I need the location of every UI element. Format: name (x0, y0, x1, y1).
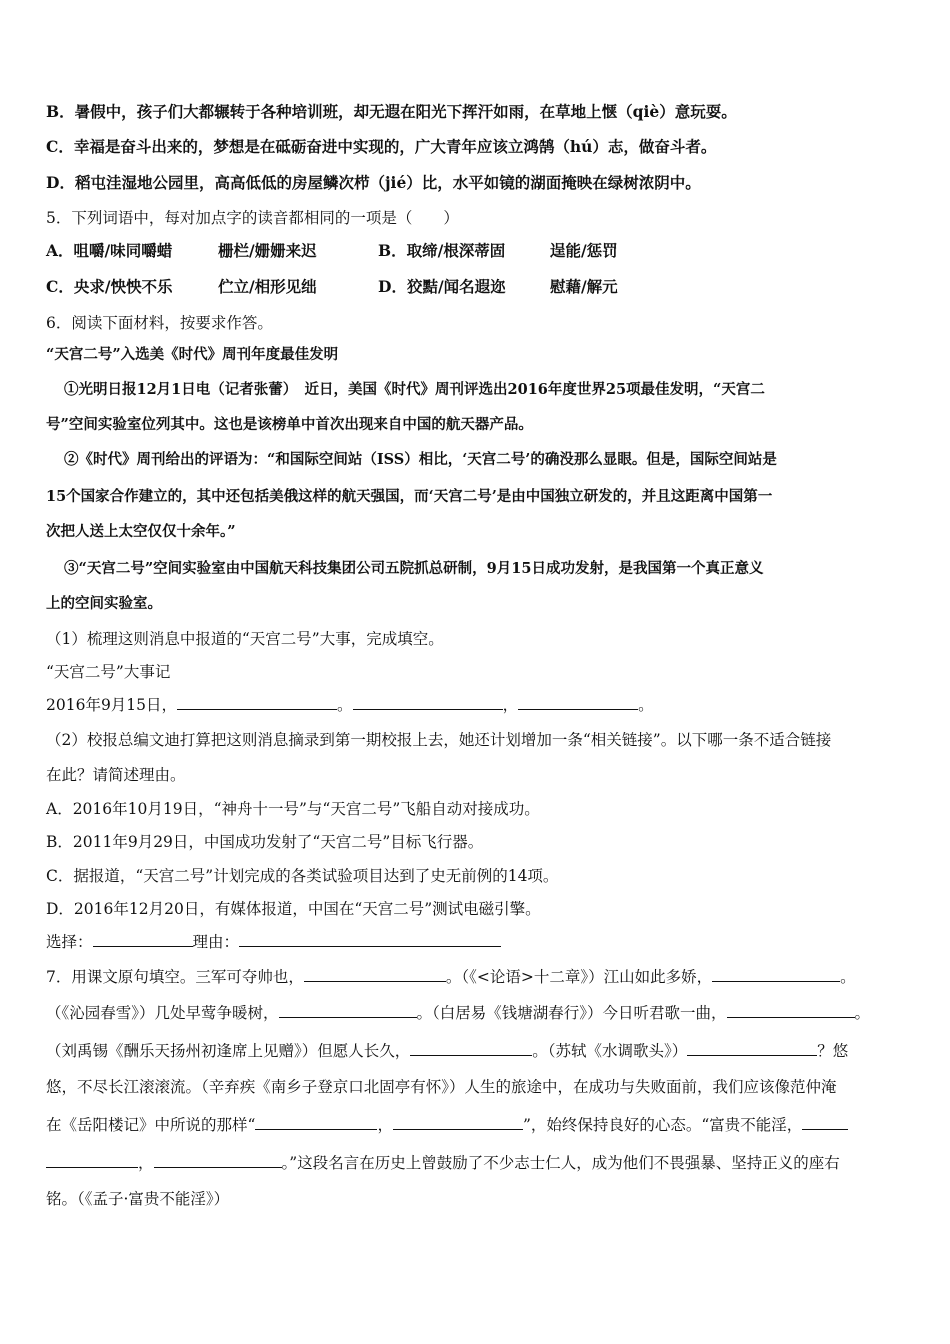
q6-stem: 6．阅读下面材料，按要求作答。 (46, 314, 273, 332)
q7-blank-10[interactable] (154, 1152, 282, 1168)
q7-line7: 铭。（《孟子·富贵不能淫》） (46, 1190, 230, 1208)
q7-line4: 悠，不尽长江滚滚流。（辛弃疾《南乡子登京口北固亭有怀》）人生的旅途中，在成功与失败面前，我们应该像范仲淹 (46, 1078, 837, 1096)
q5-option-c1: C．央求/怏怏不乐 (46, 277, 173, 296)
q6-link-option-a: A．2016年10月19日，“神舟十一号”与“天宫二号”飞船自动对接成功。 (46, 800, 540, 818)
q7-blank-9a[interactable] (802, 1114, 848, 1130)
q7-blank-7[interactable] (255, 1114, 377, 1130)
q6-record-blank-3[interactable] (518, 694, 638, 710)
q5-option-d2: 慰藉/解元 (550, 277, 618, 296)
q6-para2-line1: ②《时代》周刊给出的评语为：“和国际空间站（ISS）相比，‘天宫二号’的确没那么显眼。但是，国际空间站是 (64, 451, 777, 468)
q6-para1-line2: 号”空间实验室位列其中。这也是该榜单中首次出现来自中国的航天器产品。 (46, 416, 533, 433)
q6-para2-line2: 15个国家合作建立的，其中还包括美俄这样的航天强国，而‘天宫二号’是由中国独立研发的，并且这距离中国第一 (46, 488, 773, 505)
q5-row-cd (46, 276, 618, 298)
q7-blank-3[interactable] (279, 1002, 417, 1018)
q6-choice-blank[interactable] (93, 931, 193, 947)
q7-blank-2[interactable] (712, 966, 840, 982)
q7-blank-6[interactable] (687, 1040, 817, 1056)
q6-choice-label: 选择： (46, 933, 93, 951)
q6-para3-line2: 上的空间实验室。 (46, 595, 162, 612)
q7-line6: ， 。”这段名言在历史上曾鼓励了不少志士仁人，成为他们不畏强暴、坚持正义的座右 (46, 1152, 840, 1174)
q6-reason-blank[interactable] (239, 931, 501, 947)
q5-option-a2: 栅栏/姗姗来迟 (218, 241, 317, 260)
q6-para2-line3: 次把人送上太空仅仅十余年。” (46, 523, 236, 540)
q6-para3-line1: ③“天宫二号”空间实验室由中国航天科技集团公司五院抓总研制，9月15日成功发射，是我国第一个真正意义 (64, 560, 764, 577)
q6-record-blank-1[interactable] (177, 694, 337, 710)
q6-answer-line (46, 931, 501, 953)
q5-option-b1: B．取缔/根深蒂固 (378, 241, 506, 260)
q6-sub1: （1）梳理这则消息中报道的“天宫二号”大事，完成填空。 (46, 630, 444, 648)
q7-blank-9b[interactable] (46, 1152, 138, 1168)
q5-row-ab (46, 240, 618, 262)
q4-option-c: C．幸福是奋斗出来的，梦想是在砥砺奋进中实现的，广大青年应该立鸿鹄（hú）志，做奋斗者。 (46, 137, 717, 156)
q6-record-blank-2[interactable] (353, 694, 503, 710)
q6-record-date: 2016年9月15日， (46, 696, 178, 714)
q6-record-line: 2016年9月15日， 。 ， 。 (46, 696, 654, 714)
q5-stem: 5．下列词语中，每对加点字的读音都相同的一项是（ ） (46, 209, 459, 227)
q7-blank-1[interactable] (304, 966, 446, 982)
q7-blank-5[interactable] (410, 1040, 532, 1056)
q4-option-d: D．稻屯洼湿地公园里，高高低低的房屋鳞次栉（jié）比，水平如镜的湖面掩映在绿树浓阴中。 (46, 173, 701, 192)
q7-blank-8[interactable] (393, 1114, 523, 1130)
q7-line5: 在《岳阳楼记》中所说的那样“ ， ”，始终保持良好的心态。“富贵不能淫， (46, 1114, 848, 1136)
q6-sub2-line1: （2）校报总编文迪打算把这则消息摘录到第一期校报上去，她还计划增加一条“相关链接”。以下哪一条不适合链接 (46, 731, 832, 749)
q7-line1: 7．用课文原句填空。三军可夺帅也， 。（《<论语>十二章》）江山如此多娇， 。 (46, 968, 856, 986)
q5-option-d1: D．狡黠/闻名遐迩 (378, 277, 506, 296)
q6-link-option-b: B．2011年9月29日，中国成功发射了“天宫二号”目标飞行器。 (46, 833, 484, 851)
q4-option-b: B．暑假中，孩子们大都辗转于各种培训班，却无遐在阳光下挥汗如雨，在草地上惬（qiè）意玩耍。 (46, 102, 737, 121)
q7-blank-4[interactable] (727, 1002, 855, 1018)
q7-line3: （刘禹锡《酬乐天扬州初逢席上见赠》）但愿人长久， 。（苏轼《水调歌头》） ？悠 (46, 1042, 849, 1060)
q6-link-option-d: D．2016年12月20日，有媒体报道，中国在“天宫二号”测试电磁引擎。 (46, 900, 541, 918)
q6-headline: “天宫二号”入选美《时代》周刊年度最佳发明 (46, 346, 339, 363)
q6-sub2-line2: 在此？请简述理由。 (46, 766, 186, 784)
q7-line2: （《沁园春雪》）几处早莺争暖树， 。（白居易《钱塘湖春行》）今日听君歌一曲， 。 (46, 1004, 871, 1022)
q6-para1-line1: ①光明日报12月1日电（记者张蕾） 近日，美国《时代》周刊评选出2016年度世界25项最佳发明，“天宫二 (64, 381, 765, 398)
q5-option-c2: 伫立/相形见绌 (218, 277, 317, 296)
q6-reason-label: 理由： (192, 933, 240, 951)
q5-option-a1: A．咀嚼/味同嚼蜡 (46, 241, 173, 260)
q6-record-title: “天宫二号”大事记 (46, 663, 171, 681)
q5-option-b2: 逞能/惩罚 (550, 241, 618, 260)
q6-link-option-c: C．据报道，“天宫二号”计划完成的各类试验项目达到了史无前例的14项。 (46, 867, 559, 885)
